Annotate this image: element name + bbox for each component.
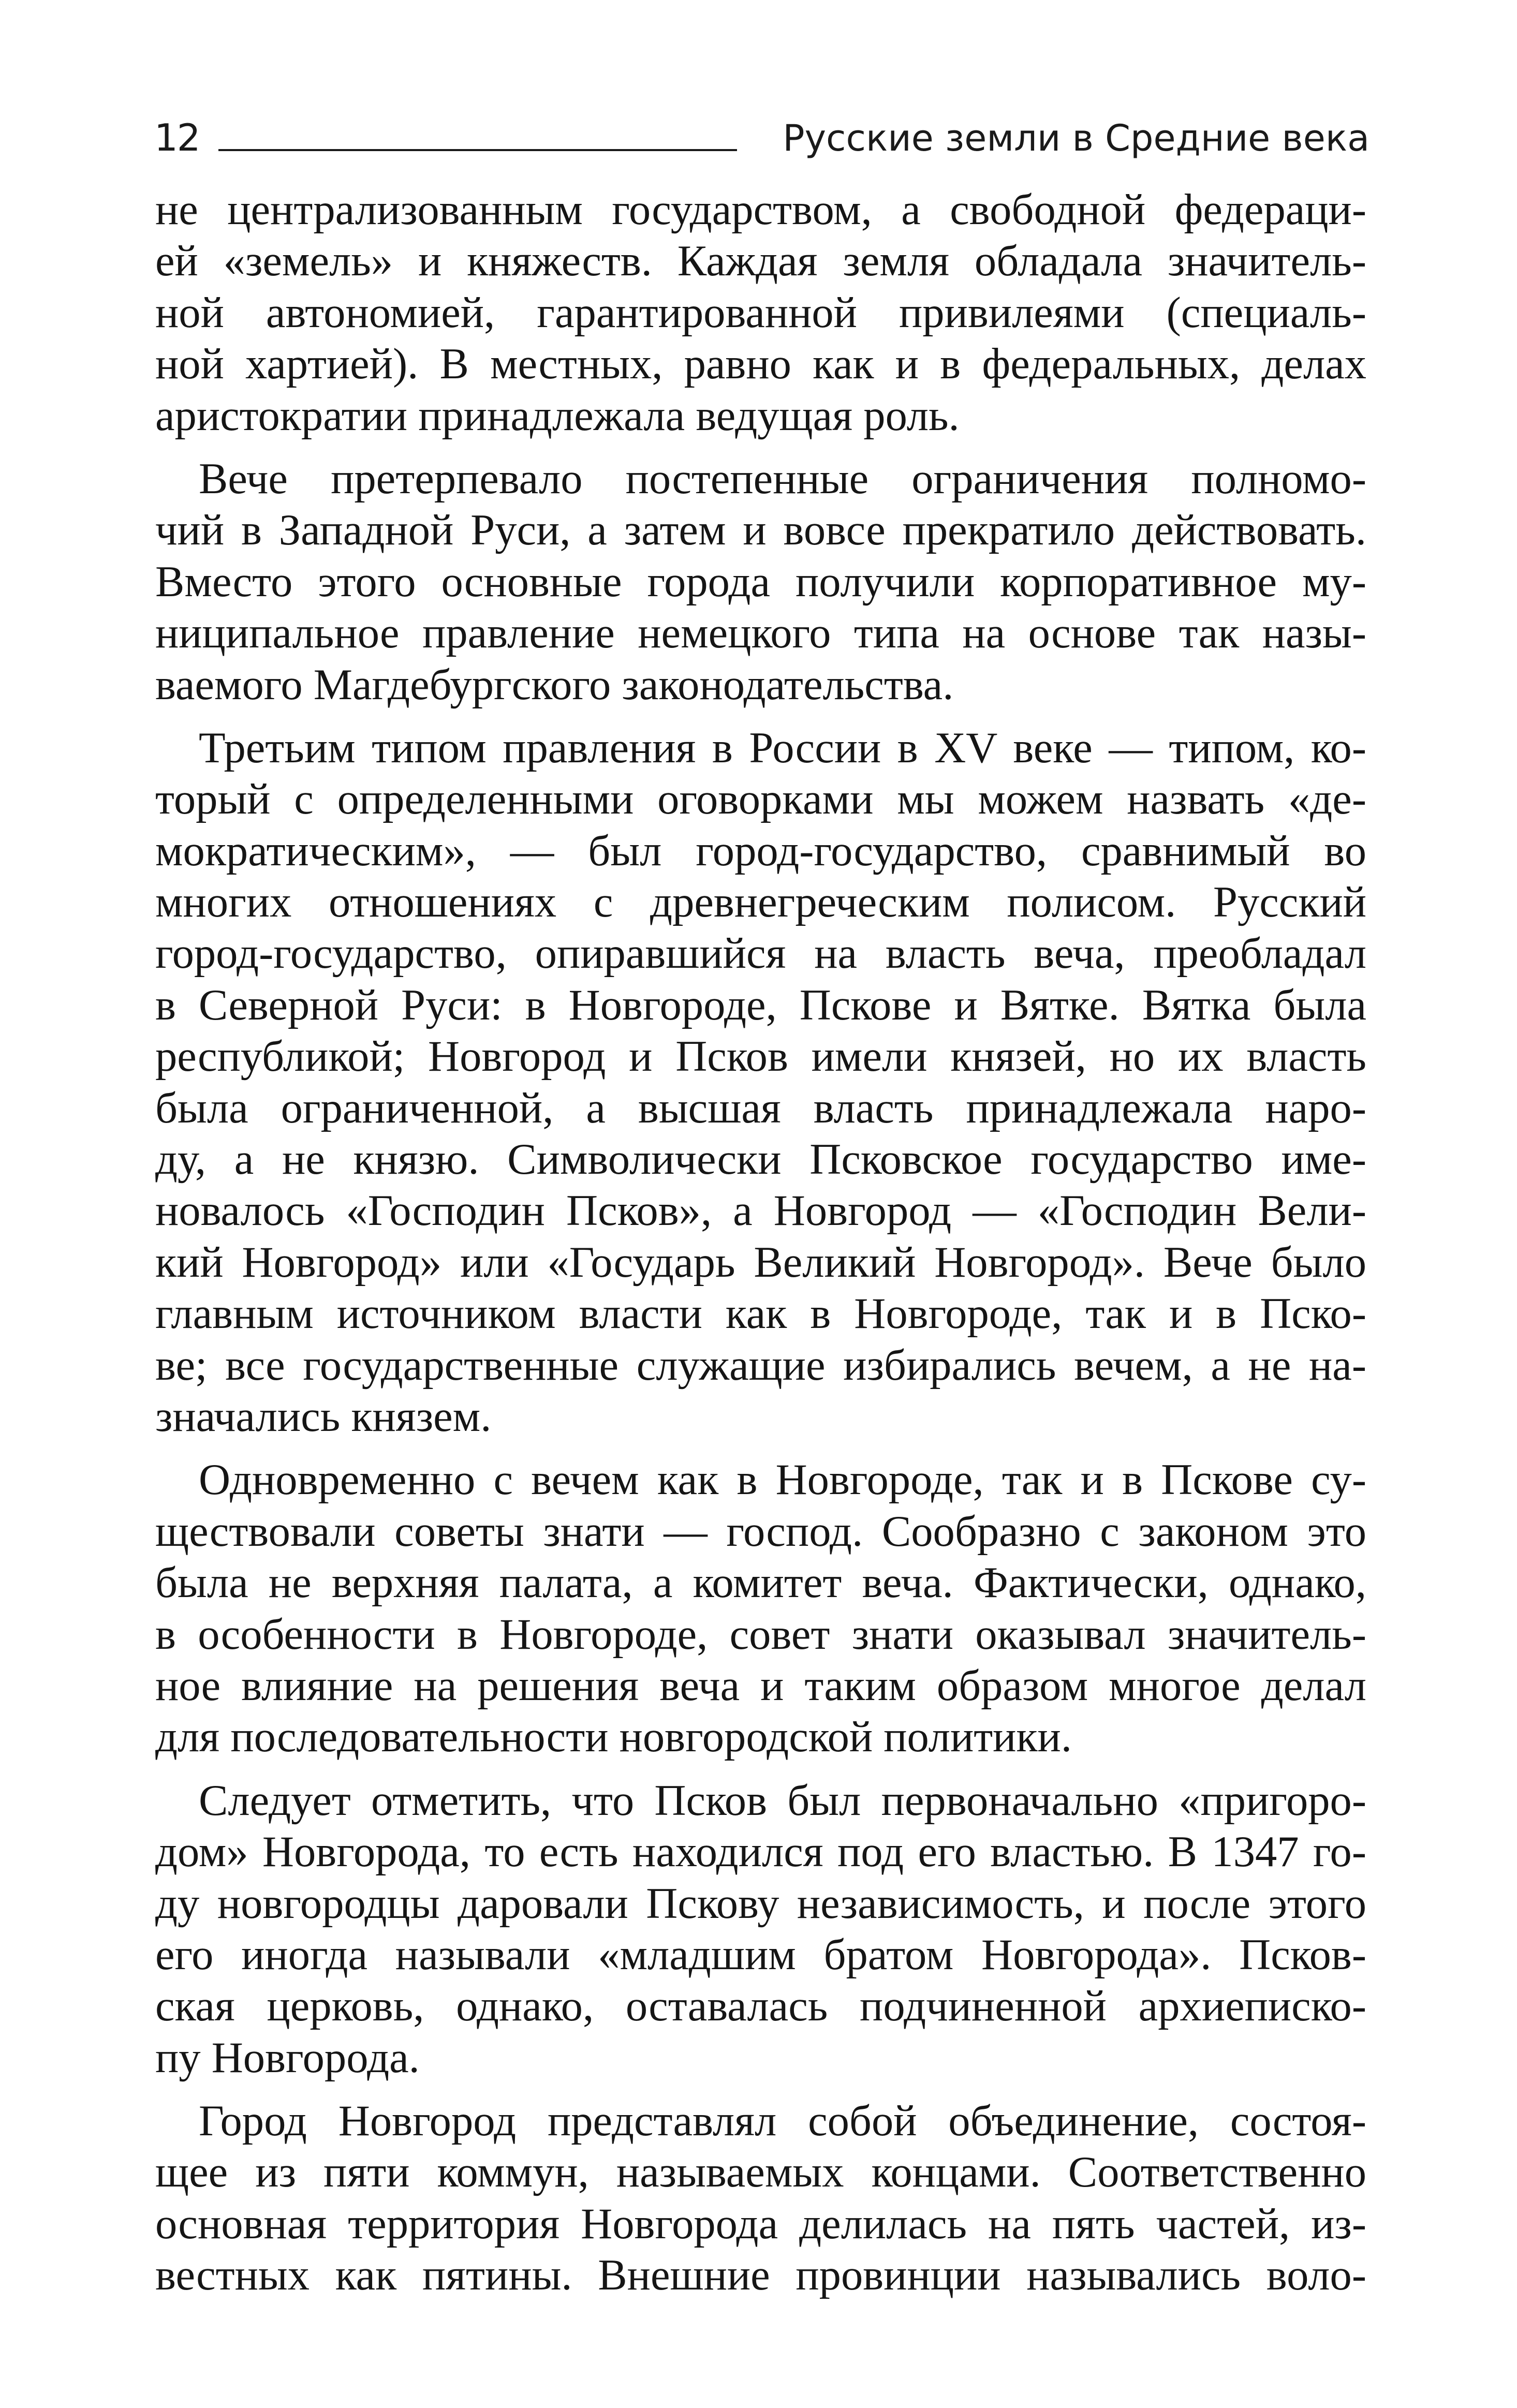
text-line: ществовали советы знати — господ. Сообразно с законом это <box>155 1507 1366 1556</box>
paragraph <box>155 1454 1366 1763</box>
text-line: ниципальное правление немецкого типа на основе так назы- <box>155 609 1366 658</box>
text-line: мократическим», — был город-государство, сравнимый во <box>155 826 1366 875</box>
text-line: кий Новгород» или «Государь Великий Новгород». Вече было <box>155 1238 1366 1287</box>
text-line: ваемого Магдебургского законодательства. <box>155 660 954 709</box>
text-line: Одновременно с вечем как в Новгороде, так и в Пскове су- <box>199 1456 1366 1504</box>
text-line: Третьим типом правления в России в XV веке — типом, ко- <box>199 723 1366 772</box>
body-text <box>155 184 1366 2301</box>
text-line: торый с определенными оговорками мы можем назвать «де- <box>155 775 1366 824</box>
paragraph-gap <box>155 711 1366 722</box>
running-title: Русские земли в Средние века <box>783 117 1369 159</box>
text-line: в особенности в Новгороде, совет знати оказывал значитель- <box>155 1610 1366 1659</box>
text-line: ве; все государственные служащие избирались вечем, а не на- <box>155 1341 1366 1390</box>
text-line: ей «земель» и княжеств. Каждая земля обладала значитель- <box>155 237 1366 286</box>
text-line: город-государство, опиравшийся на власть веча, преобладал <box>155 929 1366 978</box>
text-line: Город Новгород представлял собой объединение, состоя- <box>199 2097 1366 2146</box>
text-line: многих отношениях с древнегреческим полисом. Русский <box>155 878 1366 927</box>
running-header <box>154 101 1369 158</box>
paragraph-gap <box>155 1442 1366 1454</box>
text-line: Вече претерпевало постепенные ограничения полномо- <box>199 454 1366 503</box>
text-line: Вместо этого основные города получили корпоративное му- <box>155 557 1366 606</box>
text-line: в Северной Руси: в Новгороде, Пскове и Вятке. Вятка была <box>155 981 1366 1029</box>
text-line: была не верхняя палата, а комитет веча. Фактически, однако, <box>155 1559 1366 1607</box>
paragraph <box>155 453 1366 711</box>
paragraph-gap <box>155 1763 1366 1775</box>
text-line: главным источником власти как в Новгороде, так и в Пско- <box>155 1290 1366 1338</box>
text-line: ной хартией). В местных, равно как и в федеральных, делах <box>155 340 1366 389</box>
text-line: для последовательности новгородской политики. <box>155 1713 1072 1762</box>
paragraph <box>155 1775 1366 2084</box>
page-number: 12 <box>154 116 200 159</box>
text-line: вестных как пятины. Внешние провинции назывались воло- <box>155 2251 1366 2300</box>
text-line: ной автономией, гарантированной привилеями (специаль- <box>155 288 1366 337</box>
text-line: ская церковь, однако, оставалась подчиненной архиеписко- <box>155 1982 1366 2031</box>
text-line: чий в Западной Руси, а затем и вовсе прекратило действовать. <box>155 506 1366 555</box>
text-line: новалось «Господин Псков», а Новгород — «Господин Вели- <box>155 1187 1366 1235</box>
paragraph <box>155 184 1366 441</box>
paragraph <box>155 2095 1366 2301</box>
paragraph-gap <box>155 441 1366 453</box>
text-line: значались князем. <box>155 1392 492 1441</box>
paragraph-gap <box>155 2084 1366 2095</box>
text-line: Следует отметить, что Псков был первоначально «пригоро- <box>199 1776 1366 1825</box>
header-rule <box>218 149 737 151</box>
text-line: ное влияние на решения веча и таким образом многое делал <box>155 1661 1366 1710</box>
text-line: дом» Новгорода, то есть находился под его властью. В 1347 го- <box>155 1828 1366 1877</box>
text-line: ду, а не князю. Символически Псковское государство име- <box>155 1135 1366 1184</box>
text-line: была ограниченной, а высшая власть принадлежала наро- <box>155 1084 1366 1132</box>
text-line: не централизованным государством, а свободной федераци- <box>155 186 1366 234</box>
text-line: пу Новгорода. <box>155 2033 420 2082</box>
text-line: аристократии принадлежала ведущая роль. <box>155 391 960 440</box>
text-line: республикой; Новгород и Псков имели князей, но их власть <box>155 1032 1366 1081</box>
text-line: ду новгородцы даровали Пскову независимость, и после этого <box>155 1879 1366 1928</box>
text-line: его иногда называли «младшим братом Новгорода». Псков- <box>155 1930 1366 1979</box>
text-line: основная территория Новгорода делилась на пять частей, из- <box>155 2199 1366 2248</box>
paragraph <box>155 722 1366 1442</box>
text-line: щее из пяти коммун, называемых концами. Соответственно <box>155 2148 1366 2197</box>
